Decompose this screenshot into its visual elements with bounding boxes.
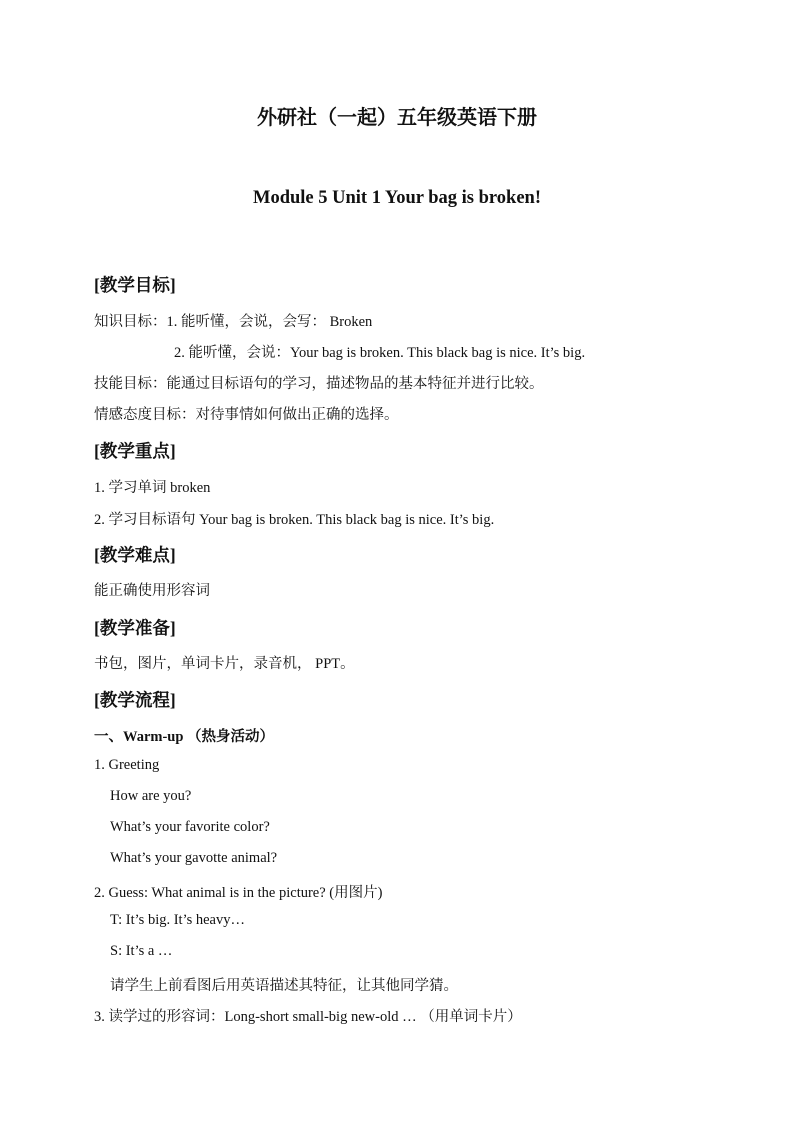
warmup-heading: 一、Warm-up （热身活动）	[94, 729, 275, 745]
lesson-subtitle: Module 5 Unit 1 Your bag is broken!	[253, 188, 541, 208]
teacher-line: T: It’s big. It’s heavy…	[110, 912, 245, 928]
greeting-question-1: How are you?	[110, 788, 192, 804]
difficulties-heading: [教学难点]	[94, 545, 176, 565]
goals-knowledge-1: 知识目标：1. 能听懂，会说，会写： Broken	[94, 314, 373, 330]
goals-knowledge-2: 2. 能听懂，会说：Your bag is broken. This black bag is nice. It’s big.	[174, 345, 586, 361]
key-point-2: 2. 学习目标语句 Your bag is broken. This black bag is nice. It’s big.	[94, 512, 495, 528]
greeting-question-3: What’s your gavotte animal?	[110, 850, 278, 866]
adjectives-line: 3. 读学过的形容词：Long-short small-big new-old … （用单词卡片）	[94, 1009, 522, 1025]
key-point-1: 1. 学习单词 broken	[94, 480, 211, 496]
preparation-heading: [教学准备]	[94, 618, 176, 638]
guess-instruction: 请学生上前看图后用英语描述其特征，让其他同学猜。	[110, 978, 458, 994]
key-points-heading: [教学重点]	[94, 441, 176, 461]
goals-emotion: 情感态度目标：对待事情如何做出正确的选择。	[94, 407, 399, 423]
preparation-text: 书包，图片，单词卡片，录音机， PPT。	[94, 656, 355, 672]
greeting-question-2: What’s your favorite color?	[110, 819, 270, 835]
goals-heading: [教学目标]	[94, 275, 176, 295]
difficulties-text: 能正确使用形容词	[94, 583, 210, 599]
process-heading: [教学流程]	[94, 690, 176, 710]
goals-skill: 技能目标：能通过目标语句的学习，描述物品的基本特征并进行比较。	[94, 376, 544, 392]
guess-line: 2. Guess: What animal is in the picture? (用图片)	[94, 885, 383, 901]
greeting-line: 1. Greeting	[94, 757, 160, 773]
student-line: S: It’s a …	[110, 943, 173, 959]
document-title: 外研社（一起）五年级英语下册	[257, 107, 537, 129]
